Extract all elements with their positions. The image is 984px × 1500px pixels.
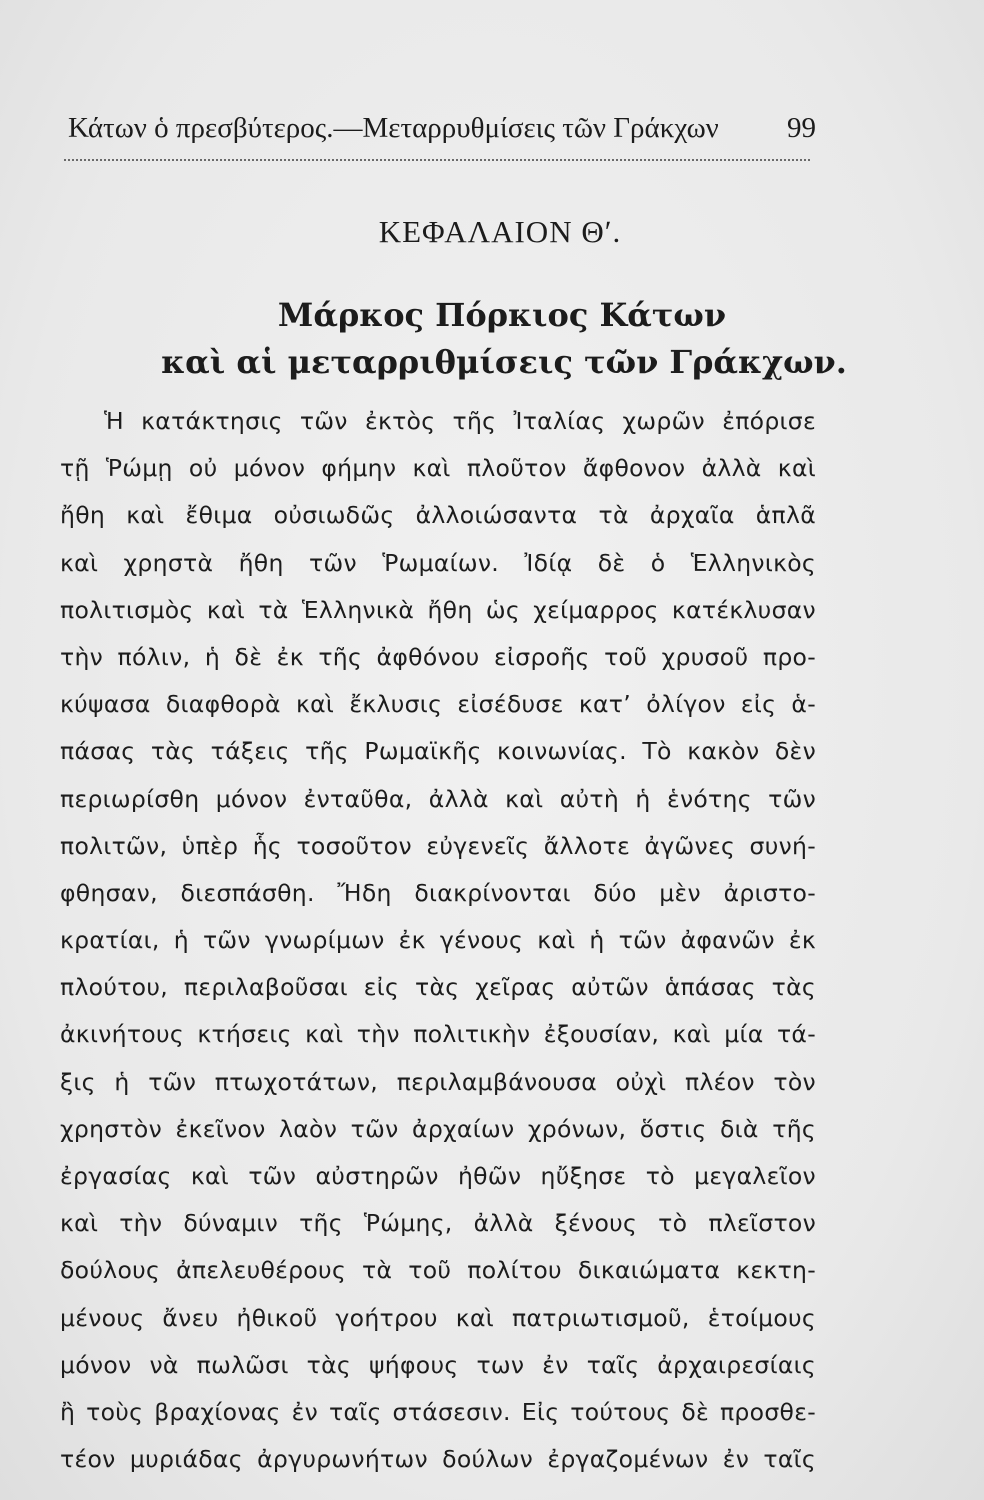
text-line: πολιτῶν, ὑπὲρ ἧς τοσοῦτον εὐγενεῖς ἄλλοτε ἀγῶνες συνή- xyxy=(60,831,816,860)
text-line: τὴν πόλιν, ἡ δὲ ἐκ τῆς ἀφθόνου εἰσροῆς τοῦ χρυσοῦ προ- xyxy=(60,642,816,671)
text-line: μένους ἄνευ ἠθικοῦ γοήτρου καὶ πατριωτισμοῦ, ἑτοίμους xyxy=(60,1303,816,1332)
header-dotted-rule xyxy=(64,159,810,161)
text-line: κρατίαι, ἡ τῶν γνωρίμων ἐκ γένους καὶ ἡ τῶν ἀφανῶν ἐκ xyxy=(60,926,816,955)
chapter-title-line-2: καὶ αἱ μεταρριθμίσεις τῶν Γράκχων. xyxy=(161,343,847,381)
text-line: μόνον νὰ πωλῶσι τὰς ψήφους των ἐν ταῖς ἀρχαιρεσίαις xyxy=(60,1350,816,1379)
text-line: καὶ χρηστὰ ἤθη τῶν Ῥωμαίων. Ἰδίᾳ δὲ ὁ Ἑλληνικὸς xyxy=(60,548,816,577)
text-line: πολιτισμὸς καὶ τὰ Ἑλληνικὰ ἤθη ὡς χείμαρρος κατέκλυσαν xyxy=(60,595,816,624)
chapter-label: ΚΕΦΑΛΑΙΟΝ Θʹ. xyxy=(378,214,622,249)
text-line: ἐργασίας καὶ τῶν αὐστηρῶν ἠθῶν ηὔξησε τὸ μεγαλεῖον xyxy=(60,1162,816,1190)
text-line: δούλους ἀπελευθέρους τὰ τοῦ πολίτου δικαιώματα κεκτη- xyxy=(60,1256,816,1285)
page-number: 99 xyxy=(787,112,816,144)
chapter-title-line-1: Μάρκος Πόρκιος Κάτων xyxy=(277,296,727,334)
running-head-title: Κάτων ὁ πρεσβύτερος.—Μεταρρυθμίσεις τῶν Γράκχων xyxy=(68,112,719,144)
text-line: Ἡ κατάκτησις τῶν ἐκτὸς τῆς Ἰταλίας χωρῶν ἐπόρισε xyxy=(104,407,816,435)
text-line: περιωρίσθη μόνον ἐνταῦθα, ἀλλὰ καὶ αὐτὴ ἡ ἑνότης τῶν xyxy=(60,784,816,813)
text-line: τέον μυριάδας ἀργυρωνήτων δούλων ἐργαζομένων ἐν ταῖς xyxy=(60,1445,816,1474)
text-line: πλούτου, περιλαβοῦσαι εἰς τὰς χεῖρας αὐτῶν ἁπάσας τὰς xyxy=(60,973,816,1002)
text-line: ξις ἡ τῶν πτωχοτάτων, περιλαμβάνουσα οὐχὶ πλέον τὸν xyxy=(60,1067,816,1096)
text-line: φθησαν, διεσπάσθη. Ἤδη διακρίνονται δύο μὲν ἀριστο- xyxy=(60,878,816,907)
text-line: ἤθη καὶ ἔθιμα οὐσιωδῶς ἀλλοιώσαντα τὰ ἀρχαῖα ἁπλᾶ xyxy=(60,501,816,530)
text-line: ἀκινήτους κτήσεις καὶ τὴν πολιτικὴν ἐξουσίαν, καὶ μία τά- xyxy=(60,1020,816,1049)
text-line: χρηστὸν ἐκεῖνον λαὸν τῶν ἀρχαίων χρόνων, ὅστις διὰ τῆς xyxy=(60,1114,816,1143)
text-line: ἢ τοὺς βραχίονας ἐν ταῖς στάσεσιν. Εἰς τούτους δὲ προσθε- xyxy=(60,1397,816,1426)
text-line: τῇ Ῥώμῃ οὐ μόνον φήμην καὶ πλοῦτον ἄφθονον ἀλλὰ καὶ xyxy=(60,454,816,483)
text-line: κύψασα διαφθορὰ καὶ ἔκλυσις εἰσέδυσε κατ’ ὀλίγον εἰς ἁ- xyxy=(60,690,816,719)
body-text xyxy=(60,398,816,1483)
text-line: καὶ τὴν δύναμιν τῆς Ῥώμης, ἀλλὰ ξένους τὸ πλεῖστον xyxy=(60,1209,816,1238)
running-head xyxy=(68,108,816,148)
text-line: πάσας τὰς τάξεις τῆς Ρωμαϊκῆς κοινωνίας. Τὸ κακὸν δὲν xyxy=(60,737,816,766)
